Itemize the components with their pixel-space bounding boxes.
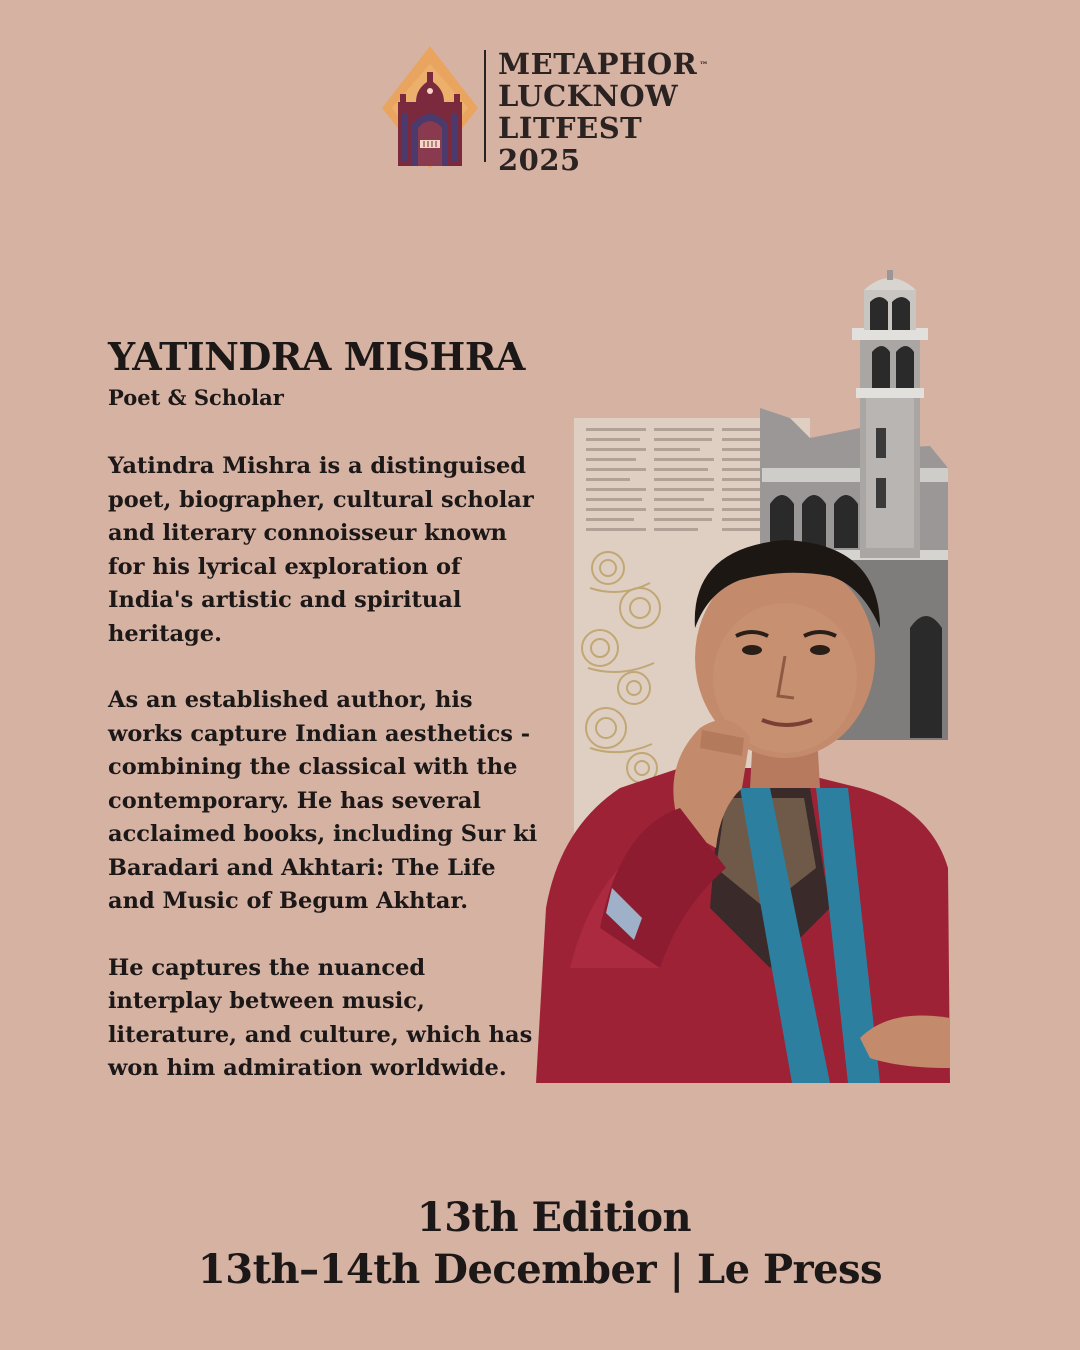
logo-line-litfest: LITFEST [498,111,643,145]
logo-divider [484,50,486,162]
bio-paragraph-1: Yatindra Mishra is a distinguised poet, biographer, cultural scholar and literary connoisseur known for his lyrical exploration of India's artistic and spiritual heritage. [108,453,534,647]
edition-line: 13th Edition [416,1194,692,1241]
event-footer [0,1192,1080,1296]
date-venue-line: 13th–14th December | Le Press [197,1246,883,1293]
speaker-bio [108,450,538,1119]
festival-wordmark [498,48,709,176]
bio-paragraph-3: He captures the nuanced interplay between music, literature, and culture, which has won him admiration worldwide. [108,954,533,1081]
speaker-role: Poet & Scholar [108,385,284,410]
speaker-photo-collage [530,268,960,1088]
monument-arch-icon [380,44,480,169]
festival-logo [380,44,709,177]
logo-line-year: 2025 [498,143,581,177]
trademark-mark: ™ [699,61,709,71]
logo-line-lucknow: LUCKNOW [498,79,679,113]
bio-paragraph-2: As an established author, his works capture Indian aesthetics - combining the classical with the contemporary. He has several acclaimed books, including Sur ki Baradari and Akhtari: The Life and Music of Begum Akhtar. [108,687,538,914]
logo-line-metaphor: METAPHOR [498,47,698,81]
speaker-name: YATINDRA MISHRA [108,334,525,379]
